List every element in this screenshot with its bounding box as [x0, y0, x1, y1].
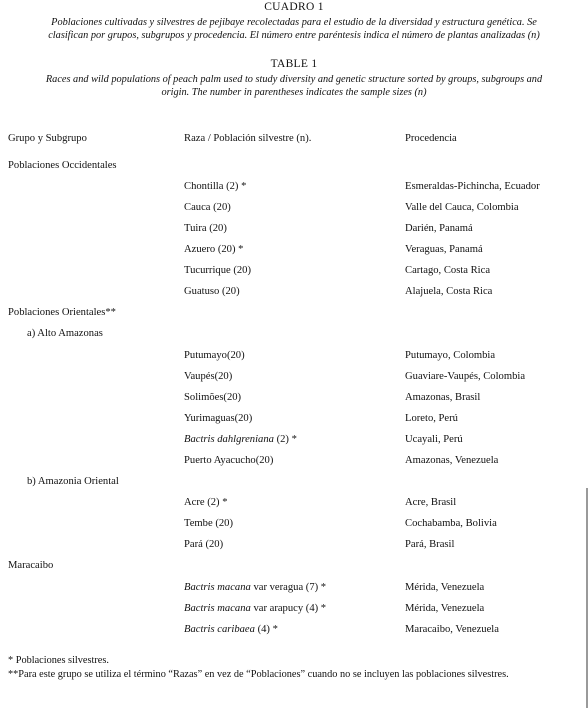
caption-es-label: CUADRO 1	[264, 1, 324, 13]
table-row	[0, 179, 588, 195]
caption-en-line-2: origin. The number in parentheses indicates the sample sizes (n)	[161, 87, 427, 98]
table-row	[0, 601, 588, 617]
species-name-italic: Bactris macana	[184, 582, 251, 593]
race-name: Cauca (20)	[184, 202, 231, 213]
group-maracaibo: Maracaibo	[8, 560, 54, 571]
caption-en-label: TABLE 1	[270, 58, 318, 70]
race-name: Vaupés(20)	[184, 371, 233, 382]
race-origin: Amazonas, Venezuela	[405, 455, 499, 466]
table-row	[0, 622, 588, 638]
subgroup-row	[0, 326, 588, 342]
table-row	[0, 495, 588, 511]
table-row	[0, 369, 588, 385]
table-row	[0, 580, 588, 596]
header-origin: Procedencia	[405, 133, 457, 144]
race-origin: Loreto, Perú	[405, 413, 458, 424]
race-origin: Veraguas, Panamá	[405, 244, 483, 255]
caption-es-line-1: Poblaciones cultivadas y silvestres de pejibaye recolectadas para el estudio de la diversidad y estructura genética. Se	[51, 17, 537, 28]
race-origin: Darién, Panamá	[405, 223, 473, 234]
race-origin: Guaviare-Vaupés, Colombia	[405, 371, 526, 382]
species-name-italic: Bactris caribaea	[184, 624, 255, 635]
header-race: Raza / Población silvestre (n).	[184, 133, 312, 144]
race-origin: Mérida, Venezuela	[405, 603, 485, 614]
race-name-rest: (4) *	[254, 624, 278, 635]
subgroup-row	[0, 474, 588, 490]
subgroup-amazonia-oriental: b) Amazonia Oriental	[27, 476, 119, 487]
subgroup-alto-amazonas: a) Alto Amazonas	[27, 328, 103, 339]
species-name-italic: Bactris dahlgreniana	[184, 434, 274, 445]
table-row	[0, 390, 588, 406]
race-name: Chontilla (2) *	[184, 181, 247, 192]
race-name: Tucurrique (20)	[184, 265, 251, 276]
race-origin: Pará, Brasil	[405, 539, 455, 550]
race-origin: Acre, Brasil	[405, 497, 457, 508]
race-name: Yurimaguas(20)	[184, 413, 253, 424]
race-origin: Maracaibo, Venezuela	[405, 624, 499, 635]
race-origin: Ucayali, Perú	[405, 434, 463, 445]
caption-es-line-2: clasifican por grupos, subgrupos y procedencia. El número entre paréntesis indica el número de plantas analizadas (n)	[48, 30, 540, 41]
table-row	[0, 348, 588, 364]
table-row	[0, 200, 588, 216]
race-origin: Cochabamba, Bolivia	[405, 518, 497, 529]
caption-en-line-1: Races and wild populations of peach palm used to study diversity and genetic structure sorted by groups, subgroups and	[45, 74, 543, 85]
race-origin: Cartago, Costa Rica	[405, 265, 491, 276]
table-row	[0, 516, 588, 532]
race-name: Puerto Ayacucho(20)	[184, 455, 274, 466]
race-name: Pará (20)	[184, 539, 224, 550]
species-name-italic: Bactris macana	[184, 603, 251, 614]
race-name: Azuero (20) *	[184, 244, 244, 255]
table-row	[0, 284, 588, 300]
race-name-rest: var veragua (7) *	[250, 582, 327, 593]
group-row	[0, 158, 588, 174]
race-name-rest: (2) *	[273, 434, 297, 445]
table-header-row	[0, 131, 588, 147]
table-row	[0, 453, 588, 469]
group-row	[0, 558, 588, 574]
race-name	[184, 580, 326, 596]
race-name: Tembe (20)	[184, 518, 233, 529]
race-origin: Amazonas, Brasil	[405, 392, 481, 403]
race-name	[184, 622, 278, 638]
footnote-races: **Para este grupo se utiliza el término “Razas” en vez de “Poblaciones” cuando no se incluyen las poblaciones silvestres.	[8, 669, 509, 680]
race-origin: Putumayo, Colombia	[405, 350, 496, 361]
race-origin: Valle del Cauca, Colombia	[405, 202, 519, 213]
race-origin: Esmeraldas-Pichincha, Ecuador	[405, 181, 540, 192]
table-row	[0, 221, 588, 237]
race-name: Guatuso (20)	[184, 286, 240, 297]
footnote-wild: * Poblaciones silvestres.	[8, 655, 109, 666]
table-row	[0, 263, 588, 279]
race-name-rest: var arapucy (4) *	[250, 603, 327, 614]
table-row	[0, 537, 588, 553]
header-group: Grupo y Subgrupo	[8, 133, 87, 144]
race-origin: Mérida, Venezuela	[405, 582, 485, 593]
group-oriental: Poblaciones Orientales**	[8, 307, 116, 318]
race-name	[184, 432, 297, 448]
table-row	[0, 432, 588, 448]
group-row	[0, 305, 588, 321]
race-name	[184, 601, 326, 617]
group-occidental: Poblaciones Occidentales	[8, 160, 117, 171]
race-name: Tuira (20)	[184, 223, 227, 234]
table-row	[0, 411, 588, 427]
table-row	[0, 242, 588, 258]
race-origin: Alajuela, Costa Rica	[405, 286, 493, 297]
race-name: Acre (2) *	[184, 497, 228, 508]
race-name: Putumayo(20)	[184, 350, 245, 361]
race-name: Solimões(20)	[184, 392, 242, 403]
